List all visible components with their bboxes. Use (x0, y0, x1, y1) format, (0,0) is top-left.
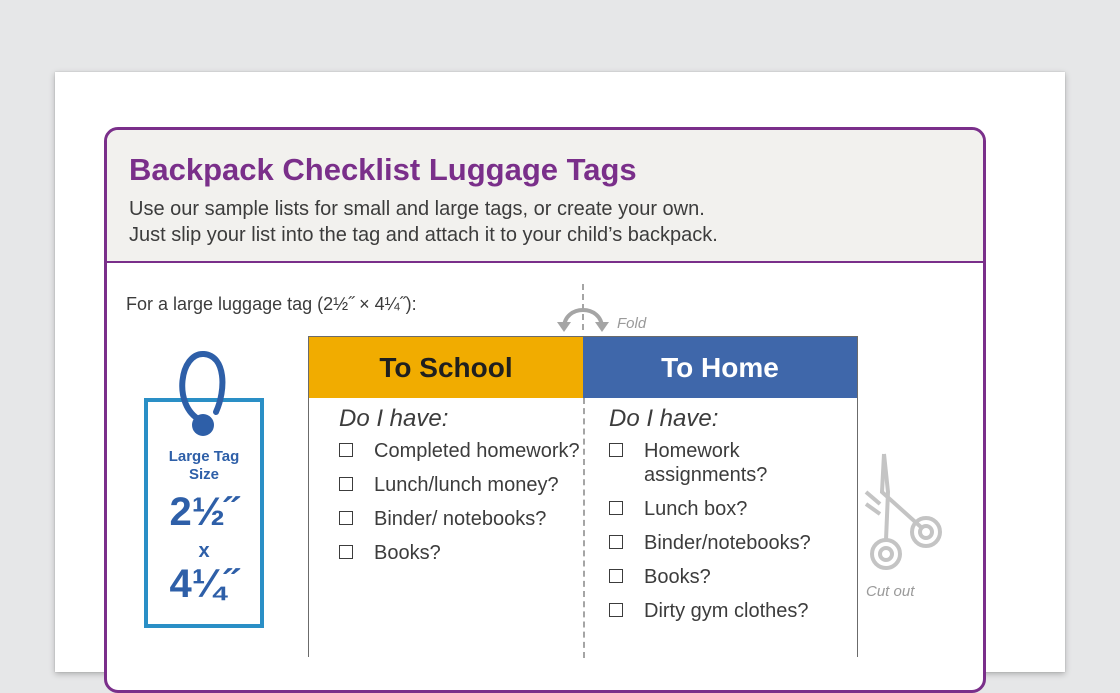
subtitle-line-2: Just slip your list into the tag and attach it to your child’s backpack. (129, 224, 718, 246)
checklist-item-label: Lunch box? (644, 498, 748, 520)
checkbox-icon[interactable] (339, 545, 353, 559)
checklist-item-label: Books? (644, 566, 711, 588)
to-school-question: Do I have: (339, 405, 449, 432)
section-label: For a large luggage tag (2½˝ × 4¼˝): (126, 294, 417, 314)
checklist-item[interactable] (339, 507, 589, 531)
subtitle-line-1: Use our sample lists for small and large tags, or create your own. (129, 198, 705, 220)
fold-label: Fold (617, 315, 647, 332)
checklist-item[interactable] (339, 439, 589, 463)
checklist-item-label: Completed homework? (374, 440, 580, 462)
checkbox-icon[interactable] (609, 443, 623, 457)
checklist-item-label: Dirty gym clothes? (644, 600, 809, 622)
to-home-heading: To Home (583, 337, 857, 398)
checklist-item[interactable] (609, 497, 859, 521)
scissors-icon (862, 452, 946, 576)
checklist-item[interactable] (609, 439, 859, 487)
to-school-column (339, 405, 589, 575)
checklist-item-label: Binder/ notebooks? (374, 508, 547, 530)
page-title: Backpack Checklist Luggage Tags (129, 152, 637, 187)
tag-size-label-line-2: Size (188, 466, 219, 483)
fold-arrow-icon (556, 290, 610, 332)
to-home-question: Do I have: (609, 405, 719, 432)
checklist-card (308, 336, 858, 657)
cut-out-label: Cut out (866, 583, 915, 600)
to-school-heading: To School (309, 337, 583, 398)
checkbox-icon[interactable] (609, 603, 623, 617)
tag-size-label-line-1: Large Tag (168, 448, 240, 465)
checkbox-icon[interactable] (339, 511, 353, 525)
tag-dimension-width: 2½˝ (169, 490, 239, 534)
checklist-item[interactable] (609, 565, 859, 589)
tag-size-label (146, 448, 262, 484)
checklist-item[interactable] (609, 599, 859, 623)
checklist-item-label: Lunch/lunch money? (374, 474, 559, 496)
checkbox-icon[interactable] (339, 477, 353, 491)
tag-dimension-separator: x (198, 540, 210, 562)
checkbox-icon[interactable] (609, 569, 623, 583)
checkbox-icon[interactable] (609, 501, 623, 515)
to-home-column (609, 405, 859, 633)
checklist-item[interactable] (609, 531, 859, 555)
checklist-item[interactable] (339, 541, 589, 565)
checkbox-icon[interactable] (339, 443, 353, 457)
checklist-item-label: Books? (374, 542, 441, 564)
checklist-item[interactable] (339, 473, 589, 497)
checklist-item-label: Homework assignments? (644, 440, 768, 486)
checkbox-icon[interactable] (609, 535, 623, 549)
header-panel (107, 130, 983, 263)
checklist-item-label: Binder/notebooks? (644, 532, 811, 554)
tag-dimension-height: 4¼˝ (169, 562, 239, 606)
